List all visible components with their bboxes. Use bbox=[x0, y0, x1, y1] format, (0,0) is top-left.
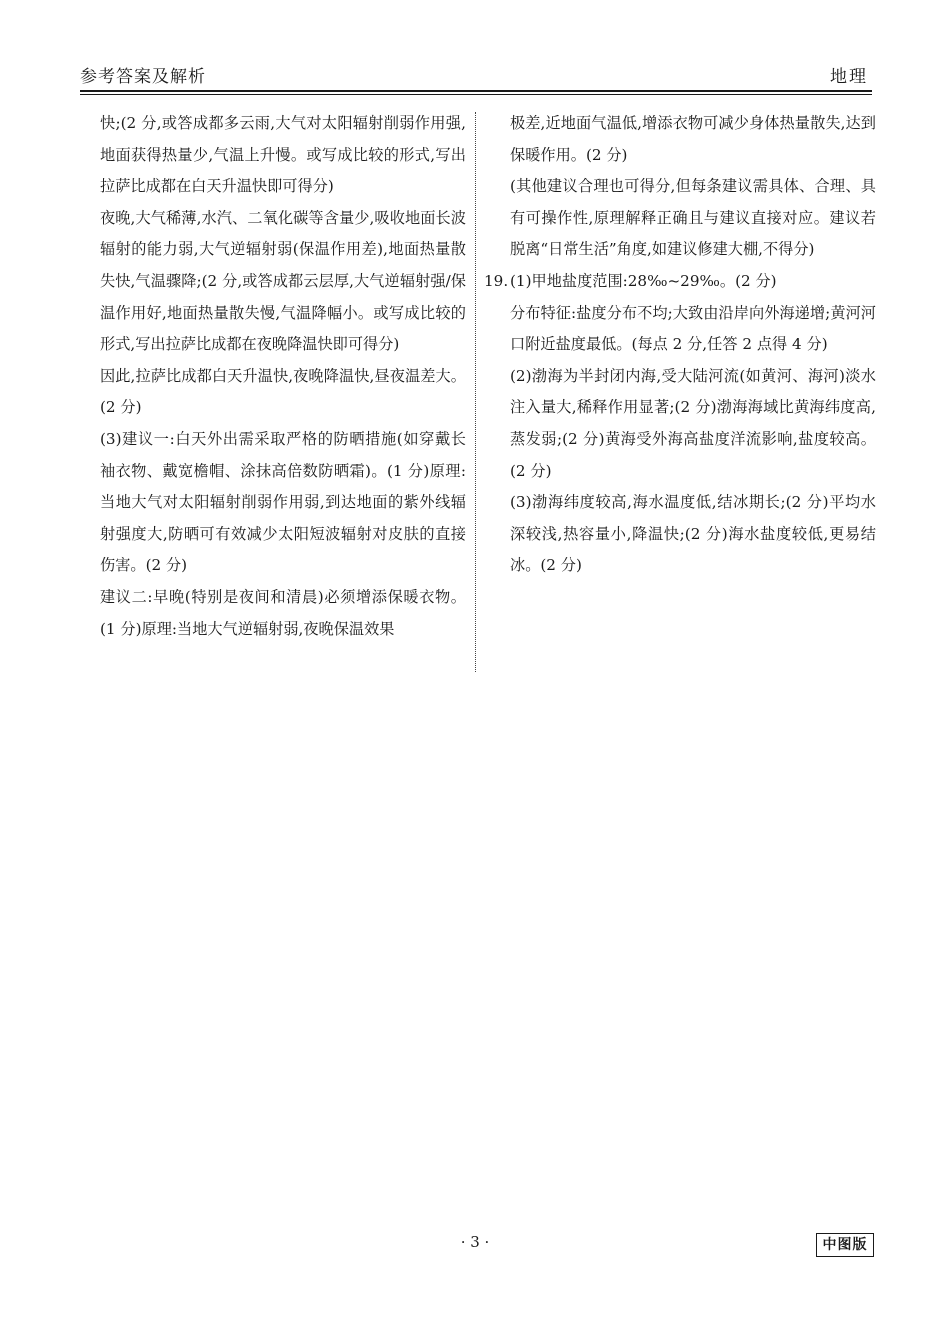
answer-paragraph: 快;(2 分,或答成都多云雨,大气对太阳辐射削弱作用强,地面获得热量少,气温上升慢。或写成比较的形式,写出拉萨比成都在白天升温快即可得分) bbox=[100, 114, 466, 196]
edition-badge: 中图版 bbox=[816, 1233, 874, 1257]
right-column bbox=[484, 108, 876, 582]
header-title: 参考答案及解析 bbox=[80, 67, 206, 87]
answer-paragraph: 夜晚,大气稀薄,水汽、二氧化碳等含量少,吸收地面长波辐射的能力弱,大气逆辐射弱(保温作用差),地面热量散失快,气温骤降;(2 分,或答成都云层厚,大气逆辐射强/保温作用好,地面热量散失慢,气温降幅小。或写成比较的形式,写出拉萨比成都在夜晚降温快即可得分) bbox=[100, 208, 466, 354]
header-rule-thick bbox=[80, 90, 872, 92]
question-19 bbox=[484, 266, 876, 298]
header-rule-thin bbox=[80, 94, 872, 95]
page-header bbox=[80, 60, 870, 94]
page-number: · 3 · bbox=[460, 1233, 490, 1251]
answer-paragraph: 因此,拉萨比成都白天升温快,夜晚降温快,昼夜温差大。(2 分) bbox=[100, 366, 466, 417]
column-divider bbox=[475, 112, 476, 672]
header-subject: 地理 bbox=[830, 67, 868, 87]
answer-paragraph: (3)建议一:白天外出需采取严格的防晒措施(如穿戴长袖衣物、戴宽檐帽、涂抹高倍数防晒霜)。(1 分)原理:当地大气对太阳辐射削弱作用弱,到达地面的紫外线辐射强度大,防晒可有效减少太阳短波辐射对皮肤的直接伤害。(2 分) bbox=[100, 429, 466, 575]
left-column bbox=[100, 108, 466, 645]
answer-paragraph: (3)渤海纬度较高,海水温度低,结冰期长;(2 分)平均水深较浅,热容量小,降温快;(2 分)海水盐度较低,更易结冰。(2 分) bbox=[510, 493, 876, 575]
answer-paragraph: (其他建议合理也可得分,但每条建议需具体、合理、具有可操作性,原理解释正确且与建议直接对应。建议若脱离“日常生活”角度,如建议修建大棚,不得分) bbox=[510, 177, 876, 259]
answer-paragraph: 极差,近地面气温低,增添衣物可减少身体热量散失,达到保暖作用。(2 分) bbox=[510, 114, 876, 164]
answer-paragraph: 建议二:早晚(特别是夜间和清晨)必须增添保暖衣物。(1 分)原理:当地大气逆辐射弱,夜晚保温效果 bbox=[100, 587, 466, 638]
question-number: 19. bbox=[484, 271, 509, 290]
answer-paragraph: (2)渤海为半封闭内海,受大陆河流(如黄河、海河)淡水注入量大,稀释作用显著;(2 分)渤海海域比黄海纬度高,蒸发弱;(2 分)黄海受外海高盐度洋流影响,盐度较高。(2 分) bbox=[510, 366, 876, 480]
answer-paragraph: 分布特征:盐度分布不均;大致由沿岸向外海递增;黄河河口附近盐度最低。(每点 2 分,任答 2 点得 4 分) bbox=[510, 303, 876, 354]
answer-paragraph: (1)甲地盐度范围:28‰~29‰。(2 分) bbox=[510, 271, 777, 290]
